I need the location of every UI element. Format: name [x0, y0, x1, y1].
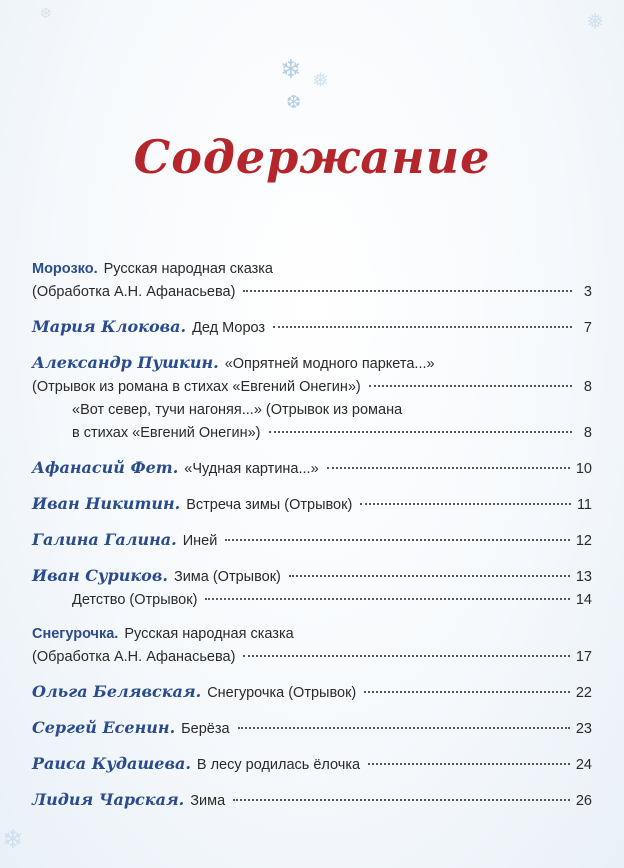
snowflake-icon: ❆	[40, 6, 52, 22]
toc-line	[32, 646, 592, 669]
toc-line	[32, 422, 592, 445]
toc-title: (Обработка А.Н. Афанасьева)	[32, 284, 236, 300]
toc-line	[32, 492, 592, 517]
toc-author: Александр Пушкин.	[32, 353, 219, 372]
toc-author: Мария Клокова.	[32, 317, 187, 336]
toc-line	[32, 528, 592, 553]
page-number: 24	[575, 757, 592, 773]
page-number: 3	[583, 284, 592, 300]
toc-entry[interactable]	[32, 351, 592, 445]
page-number: 14	[575, 592, 592, 608]
toc-title: Встреча зимы (Отрывок)	[186, 497, 353, 513]
page-number: 26	[575, 793, 592, 809]
toc-line	[32, 680, 592, 705]
leader-dots	[238, 727, 570, 729]
toc-author: Раиса Кудашева.	[32, 754, 191, 773]
toc-entry[interactable]	[32, 564, 592, 612]
toc-title: Снегурочка (Отрывок)	[207, 685, 357, 701]
page-number: 10	[575, 461, 592, 477]
toc-line	[32, 351, 592, 376]
toc-entry[interactable]	[32, 788, 592, 813]
snowflake-icon: ❆	[286, 92, 302, 113]
leader-dots	[273, 326, 572, 328]
snowflake-icon: ❄	[2, 825, 24, 855]
toc-line	[32, 258, 592, 281]
toc-entry[interactable]	[32, 315, 592, 340]
toc-author: Ольга Белявская.	[32, 682, 202, 701]
toc-title: в стихах «Евгений Онегин»)	[72, 425, 261, 441]
toc-entry[interactable]	[32, 492, 592, 517]
toc-entry[interactable]	[32, 456, 592, 481]
toc-line	[32, 788, 592, 813]
page-number: 7	[583, 320, 592, 336]
toc-author: Снегурочка.	[32, 626, 119, 642]
leader-dots	[360, 503, 571, 505]
toc-title: Русская народная сказка	[103, 261, 273, 277]
toc-entry[interactable]	[32, 752, 592, 777]
toc-title: Зима	[190, 793, 226, 809]
leader-dots	[269, 431, 573, 433]
toc-title: Русская народная сказка	[124, 626, 294, 642]
toc-title: Иней	[182, 533, 218, 549]
toc-entry[interactable]	[32, 716, 592, 741]
page-number: 13	[575, 569, 592, 585]
toc-title: Детство (Отрывок)	[72, 592, 198, 608]
toc-title: Зима (Отрывок)	[173, 569, 281, 585]
page-number: 8	[583, 425, 592, 441]
toc-entry[interactable]	[32, 680, 592, 705]
toc-entry[interactable]	[32, 528, 592, 553]
toc-line	[32, 623, 592, 646]
toc-line	[32, 281, 592, 304]
leader-dots	[364, 691, 570, 693]
toc-author: Иван Никитин.	[32, 494, 181, 513]
toc-line	[32, 399, 592, 422]
page-number: 23	[575, 721, 592, 737]
toc-author: Сергей Есенин.	[32, 718, 176, 737]
page-number: 8	[583, 379, 592, 395]
toc-line	[32, 589, 592, 612]
toc-author: Галина Галина.	[32, 530, 177, 549]
leader-dots	[289, 575, 570, 577]
toc-line	[32, 716, 592, 741]
toc-line	[32, 752, 592, 777]
toc-line	[32, 315, 592, 340]
toc-author: Афанасий Фет.	[32, 458, 179, 477]
leader-dots	[233, 799, 570, 801]
toc-entry[interactable]	[32, 623, 592, 669]
leader-dots	[368, 763, 570, 765]
toc-line	[32, 564, 592, 589]
toc-title: «Вот север, тучи нагоняя...» (Отрывок из романа	[72, 402, 403, 418]
page-title: Содержание	[133, 130, 491, 184]
toc-author: Морозко.	[32, 261, 98, 277]
toc-title: (Обработка А.Н. Афанасьева)	[32, 649, 236, 665]
toc-title: (Отрывок из романа в стихах «Евгений Онегин»)	[32, 379, 361, 395]
toc-title: Берёза	[181, 721, 230, 737]
snowflake-icon: ❅	[586, 10, 605, 35]
toc-title: «Опрятней модного паркета...»	[224, 356, 435, 372]
page-number: 11	[576, 497, 592, 513]
toc-author: Лидия Чарская.	[32, 790, 185, 809]
page-number: 17	[575, 649, 592, 665]
leader-dots	[205, 598, 569, 600]
toc-author: Иван Суриков.	[32, 566, 168, 585]
toc-title: «Чудная картина...»	[184, 461, 319, 477]
toc-title: В лесу родилась ёлочка	[196, 757, 361, 773]
toc-entry[interactable]	[32, 258, 592, 304]
leader-dots	[225, 539, 570, 541]
toc-line	[32, 456, 592, 481]
toc-line	[32, 376, 592, 399]
page-number: 12	[575, 533, 592, 549]
page-number: 22	[575, 685, 592, 701]
table-of-contents	[32, 258, 592, 824]
leader-dots	[369, 385, 572, 387]
leader-dots	[243, 290, 572, 292]
leader-dots	[327, 467, 570, 469]
snowflake-icon: ❄	[280, 55, 302, 85]
leader-dots	[243, 655, 569, 657]
snowflake-icon: ❅	[312, 68, 329, 92]
toc-title: Дед Мороз	[192, 320, 266, 336]
